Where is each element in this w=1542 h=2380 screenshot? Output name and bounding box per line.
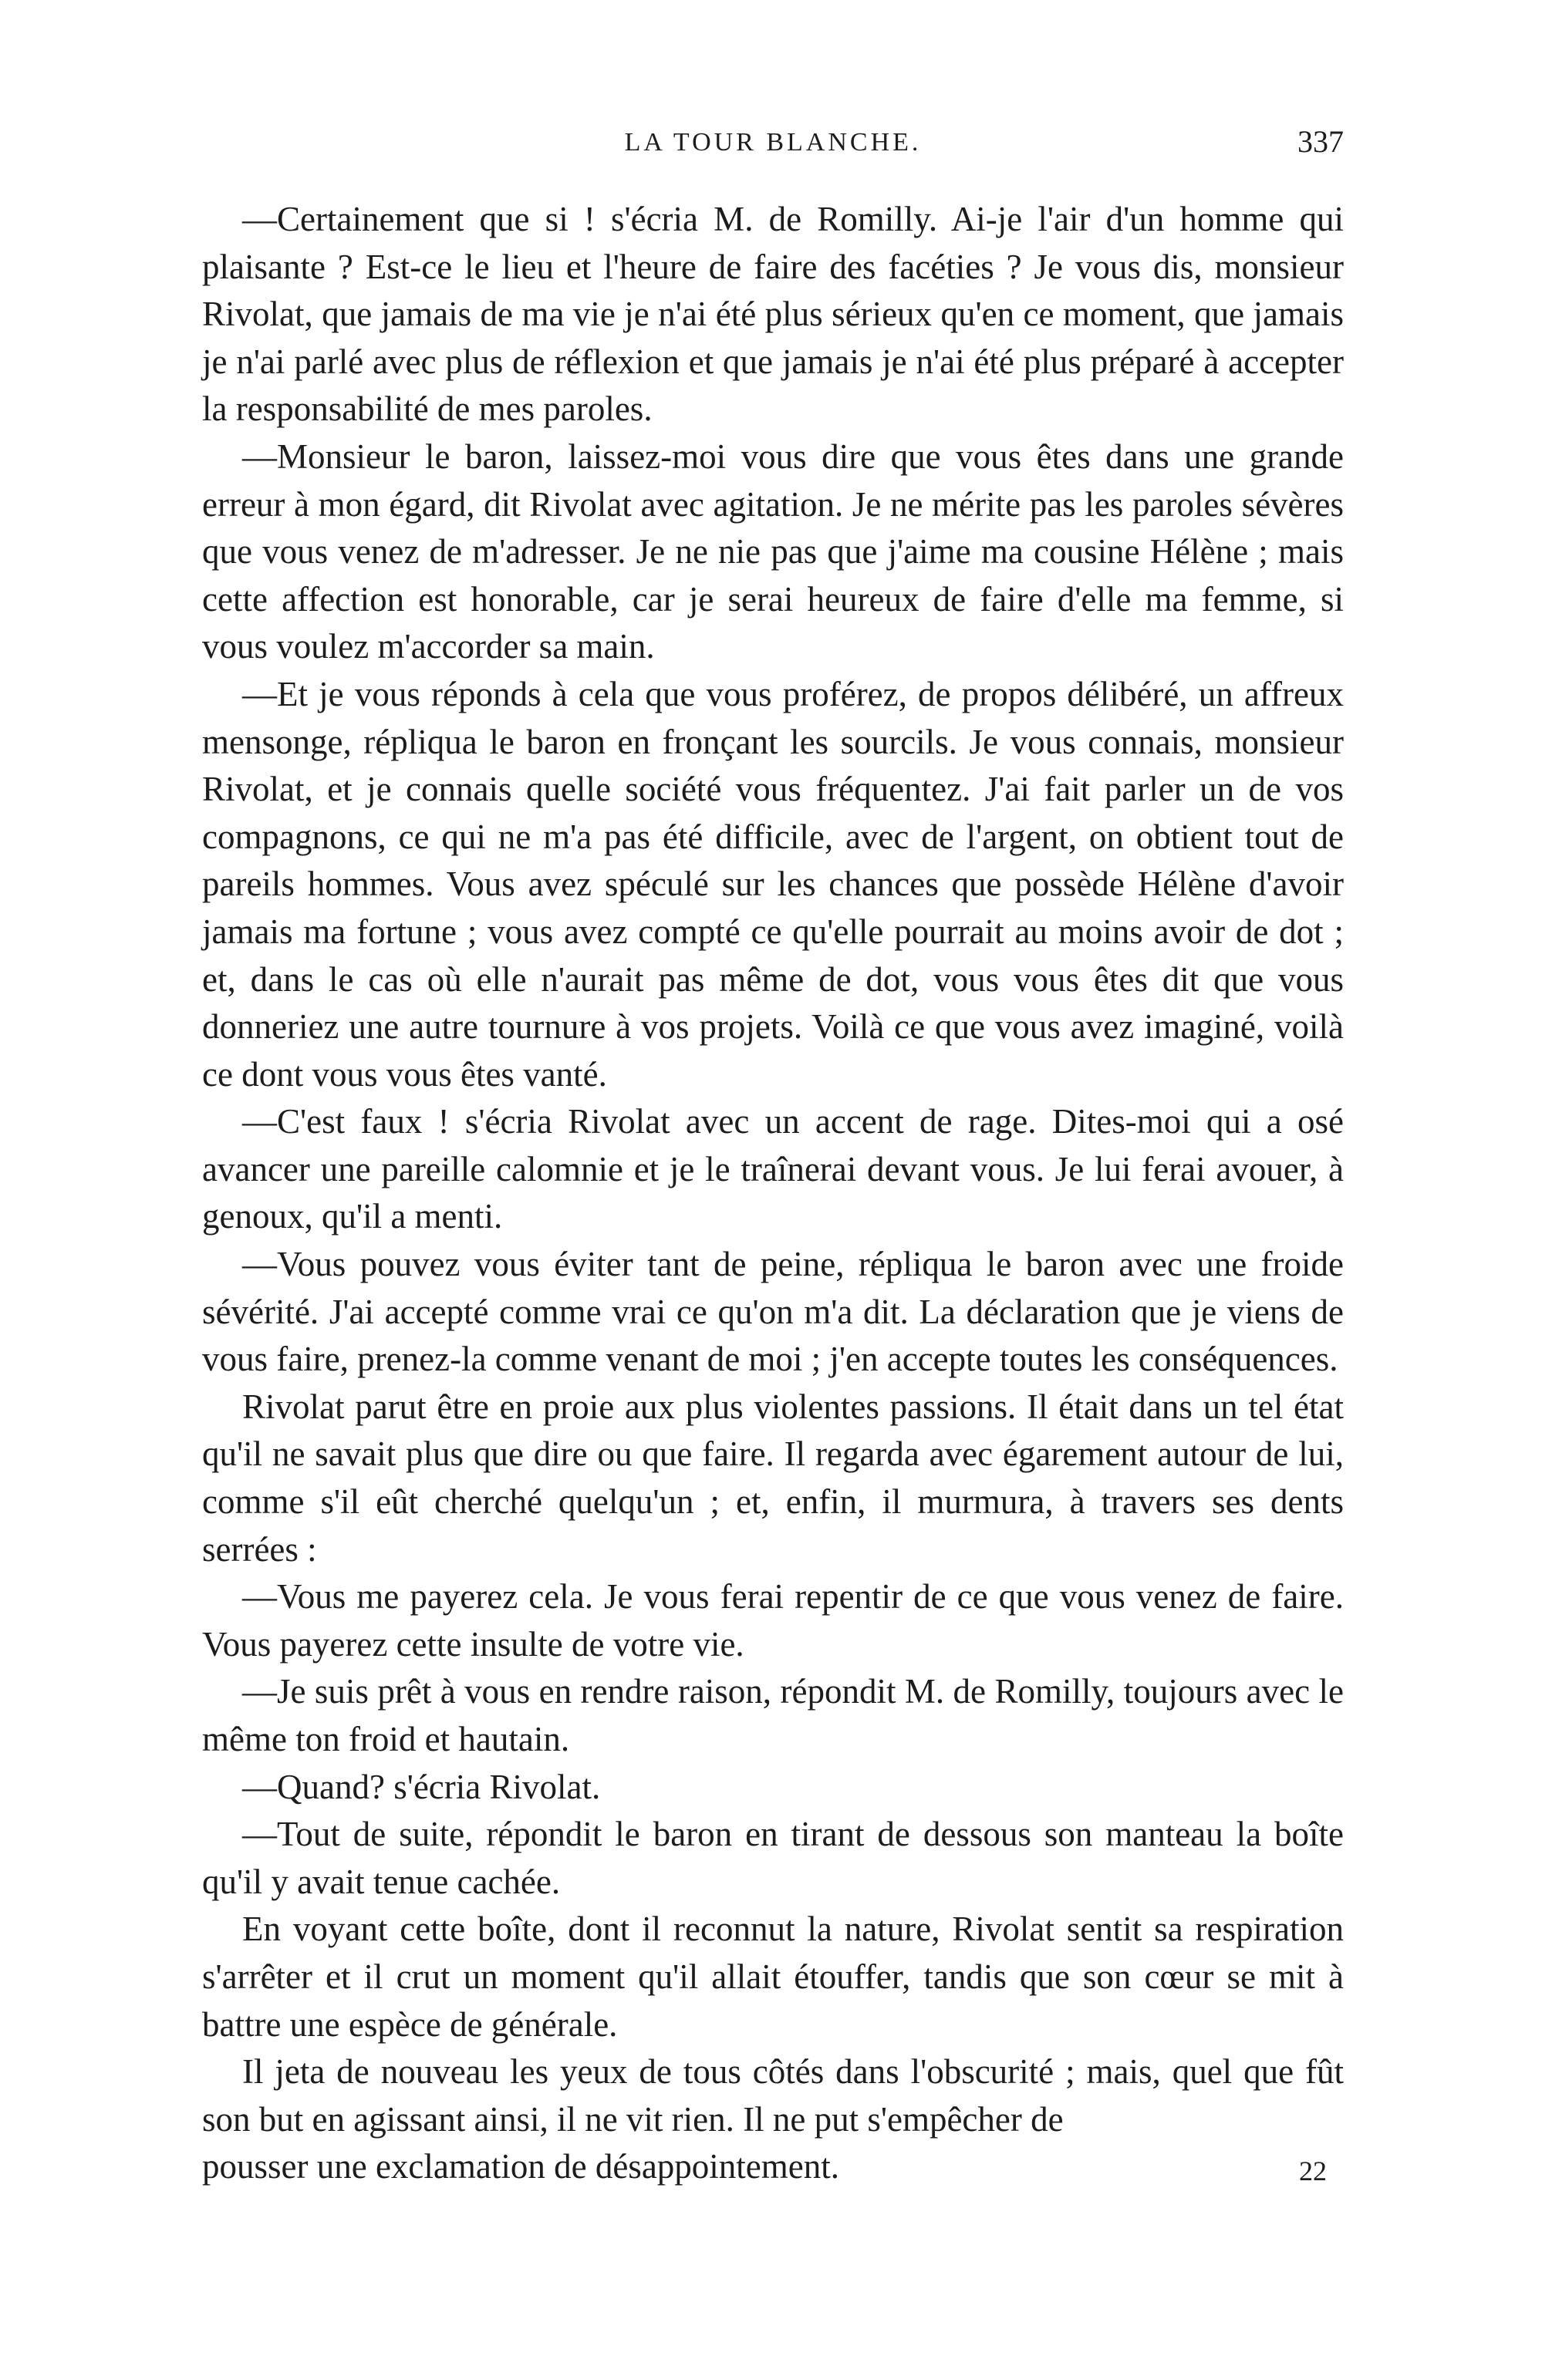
paragraph: —Et je vous réponds à cela que vous proférez, de propos délibéré, un affreux mensonge, répliqua le baron en fronçant les sourcils. Je vous connais, monsieur Rivolat, et je connais quelle société vous fréquentez. J'ai fait parler un de vos compagnons, ce qui ne m'a pas été difficile, avec de l'argent, on obtient tout de pareils hommes. Vous avez spéculé sur les chances que possède Hélène d'avoir jamais ma fortune ; vous avez compté ce qu'elle pourrait au moins avoir de dot ; et, dans le cas où elle n'aurait pas même de dot, vous vous êtes dit que vous donneriez une autre tournure à vos projets. Voilà ce que vous avez imaginé, voilà ce dont vous vous êtes vanté. xyxy=(202,674,1344,1094)
signature-mark: 22 xyxy=(1299,2156,1327,2187)
paragraph: —Quand? s'écria Rivolat. xyxy=(242,1767,601,1806)
paragraph: En voyant cette boîte, dont il reconnut la nature, Rivolat sentit sa respiration s'arrêter et il crut un moment qu'il allait étouffer, tandis que son cœur se mit à battre une espèce de générale. xyxy=(202,1910,1344,2044)
paragraph: —C'est faux ! s'écria Rivolat avec un accent de rage. Dites-moi qui a osé avancer une pareille calomnie et je le traînerai devant vous. Je lui ferai avouer, à genoux, qu'il a menti. xyxy=(202,1102,1344,1236)
running-title: LA TOUR BLANCHE. xyxy=(624,128,922,157)
last-line xyxy=(202,2143,1344,2191)
last-line-text: pousser une exclamation de désappointement. xyxy=(202,2147,839,2186)
paragraph: —Vous me payerez cela. Je vous ferai repentir de ce que vous venez de faire. Vous payerez cette insulte de votre vie. xyxy=(202,1577,1344,1664)
book-page xyxy=(202,123,1344,2191)
paragraph: —Vous pouvez vous éviter tant de peine, répliqua le baron avec une froide sévérité. J'ai accepté comme vrai ce qu'on m'a dit. La déclaration que je viens de vous faire, prenez-la comme venant de moi ; j'en accepte toutes les conséquences. xyxy=(202,1245,1344,1379)
paragraph: —Je suis prêt à vous en rendre raison, répondit M. de Romilly, toujours avec le même ton froid et hautain. xyxy=(202,1672,1344,1758)
body-text xyxy=(202,196,1344,2143)
paragraph: Rivolat parut être en proie aux plus violentes passions. Il était dans un tel état qu'il ne savait plus que dire ou que faire. Il regarda avec égarement autour de lui, comme s'il eût cherché quelqu'un ; et, enfin, il murmura, à travers ses dents serrées : xyxy=(202,1387,1344,1569)
running-head xyxy=(202,123,1344,170)
paragraph: —Certainement que si ! s'écria M. de Romilly. Ai-je l'air d'un homme qui plaisante ? Est-ce le lieu et l'heure de faire des facéties ? Je vous dis, monsieur Rivolat, que jamais de ma vie je n'ai été plus sérieux qu'en ce moment, que jamais je n'ai parlé avec plus de réflexion et que jamais je n'ai été plus préparé à accepter la responsabilité de mes paroles. xyxy=(202,200,1344,429)
paragraph: —Tout de suite, répondit le baron en tirant de dessous son manteau la boîte qu'il y avait tenue cachée. xyxy=(202,1815,1344,1901)
paragraph: —Monsieur le baron, laissez-moi vous dire que vous êtes dans une grande erreur à mon égard, dit Rivolat avec agitation. Je ne mérite pas les paroles sévères que vous venez de m'adresser. Je ne nie pas que j'aime ma cousine Hélène ; mais cette affection est honorable, car je serai heureux de faire d'elle ma femme, si vous voulez m'accorder sa main. xyxy=(202,437,1344,666)
paragraph: Il jeta de nouveau les yeux de tous côtés dans l'obscurité ; mais, quel que fût son but en agissant ainsi, il ne vit rien. Il ne put s'empêcher de xyxy=(202,2052,1344,2139)
page-number: 337 xyxy=(1297,124,1344,159)
